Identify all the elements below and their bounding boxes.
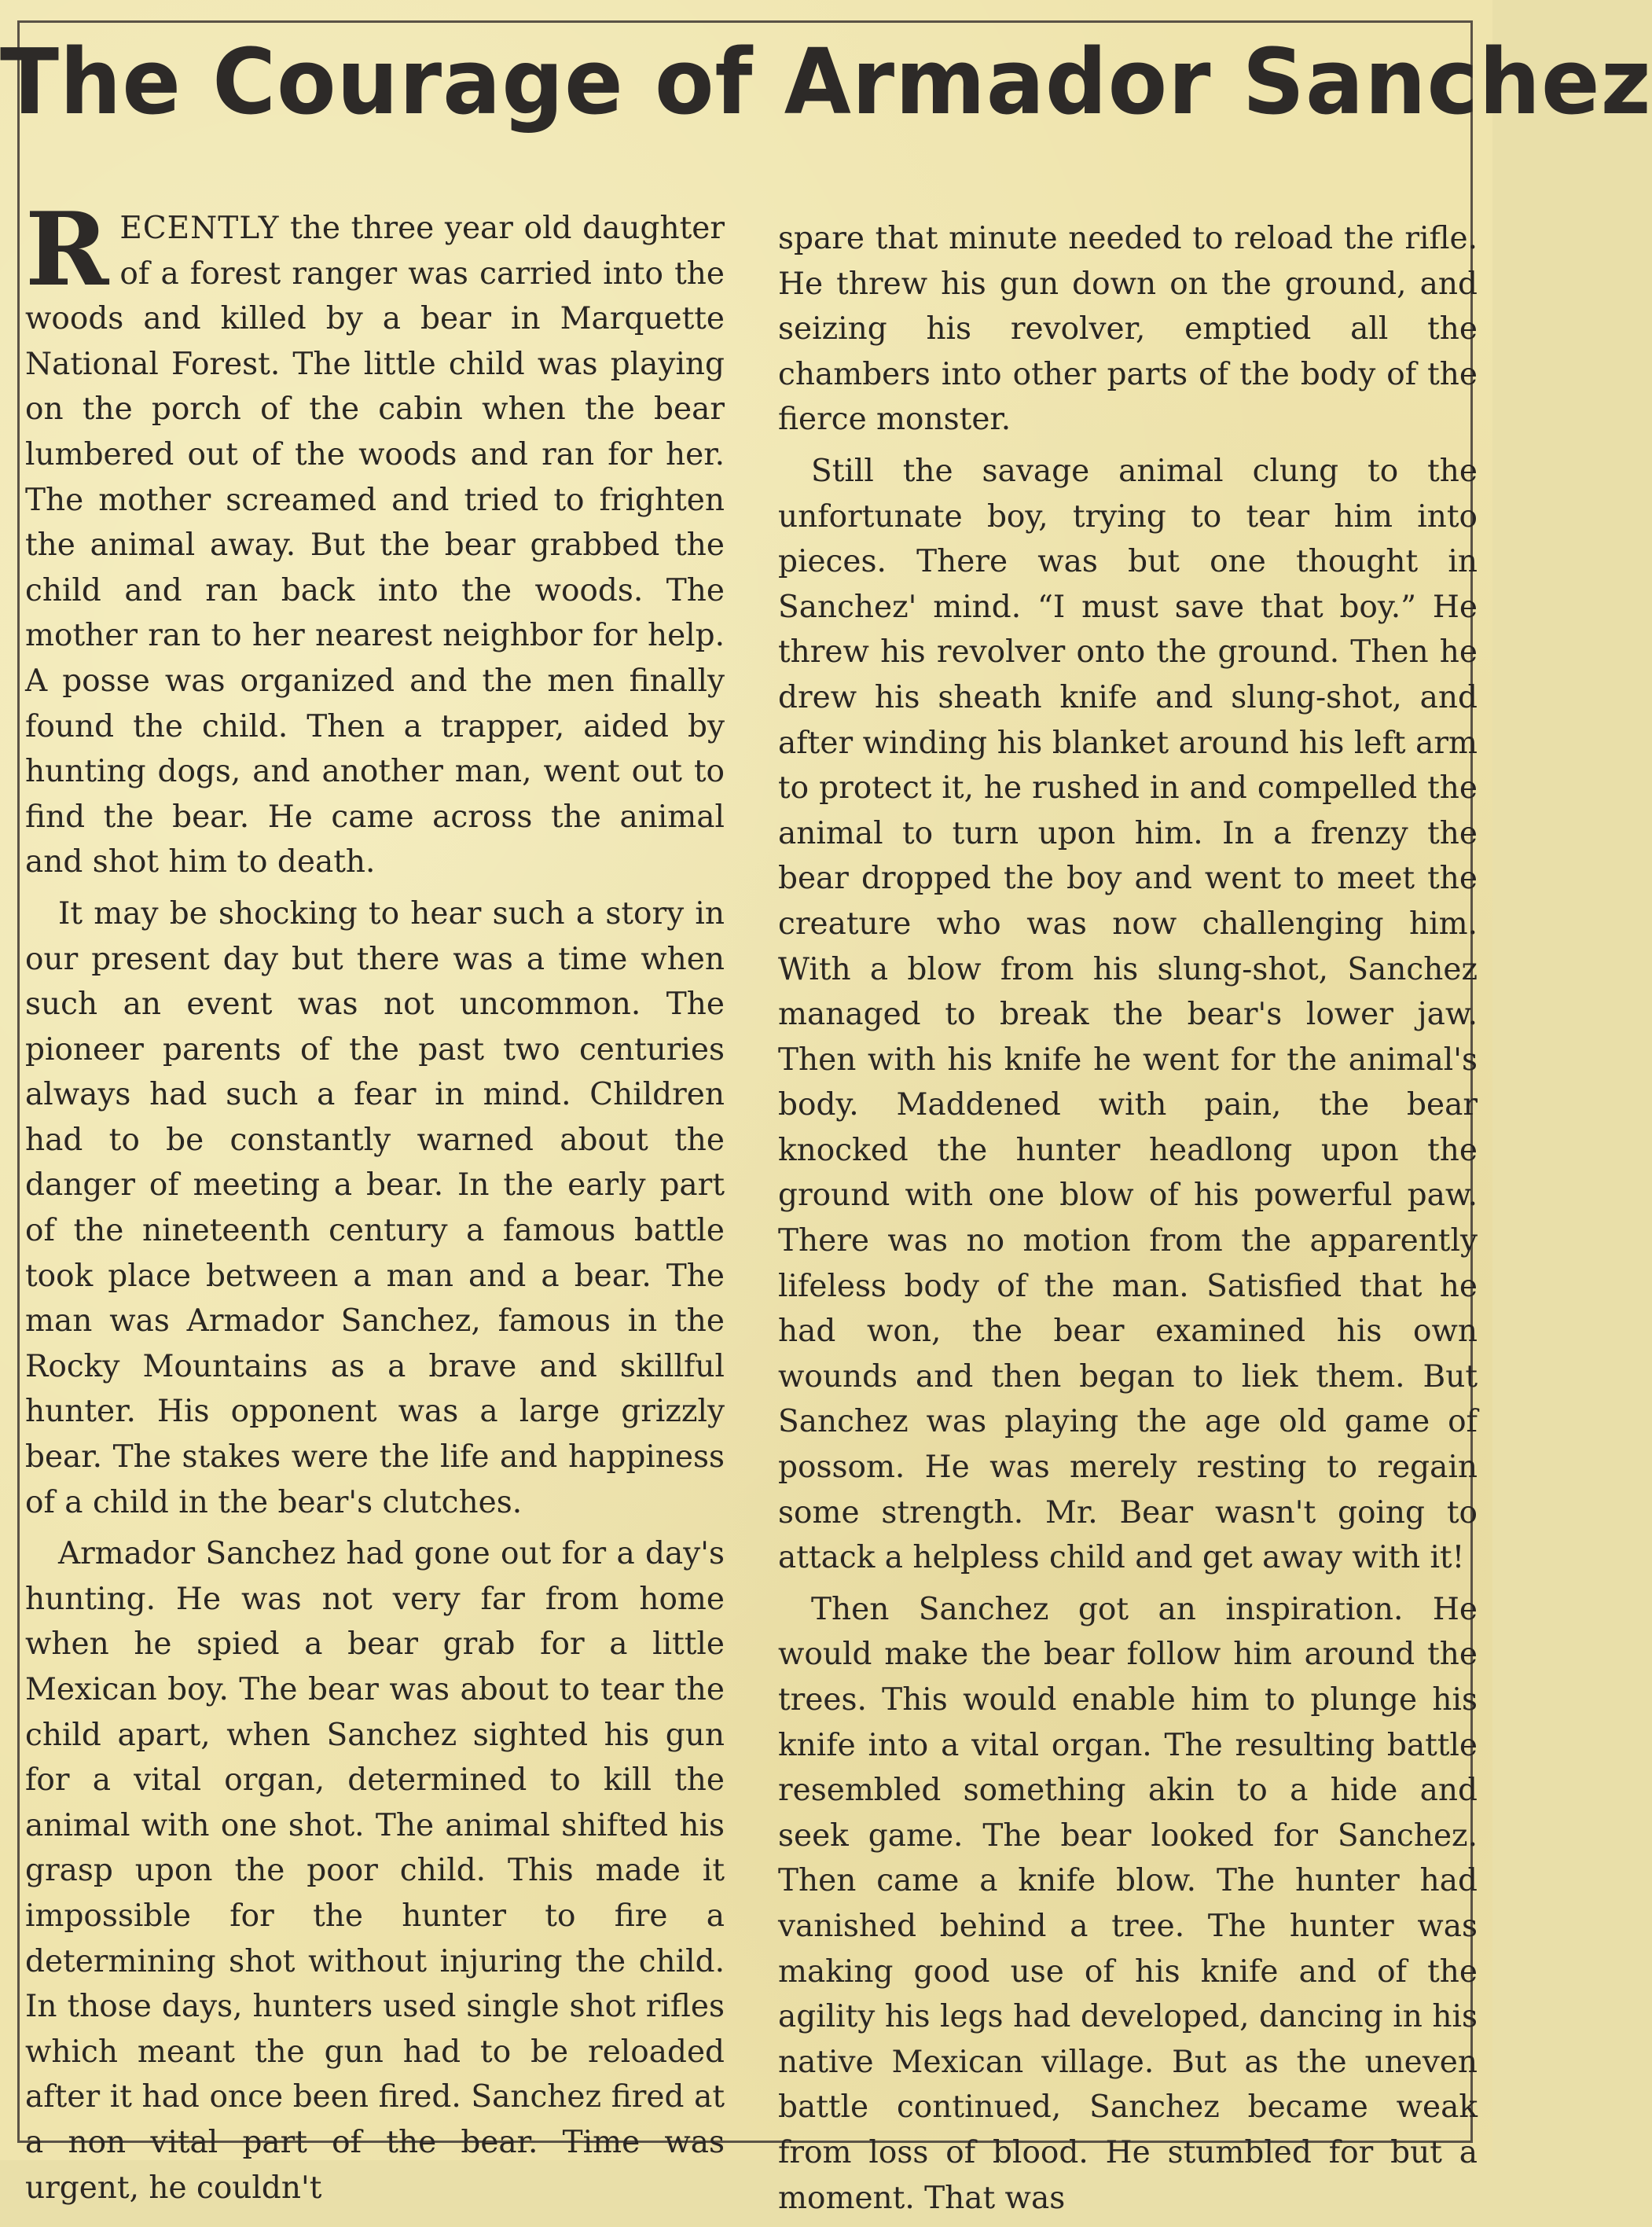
right-column: [778, 216, 1478, 2227]
paragraph-3: Armador Sanchez had gone out for a day's hunting. He was not very far from home when he spied a bear grab for a little Mexican boy. The bear was about to tear the child apart, when Sanchez sighted his gun for a vital organ, determined to kill the animal with one shot. The animal shifted his grasp upon the poor child. This made it impossible for the hunter to fire a determining shot without injuring the child. In those days, hunters used single shot rifles which meant the gun had to be reloaded after it had once been fired. Sanchez fired at a non vital part of the bear. Time was urgent, he couldn't: [25, 1536, 725, 2206]
left-column: [25, 191, 725, 2217]
paragraph-4: spare that minute needed to reload the rifle. He threw his gun down on the ground, and seizing his revolver, emptied all the chambers into other parts of the body of the fierce monster.: [778, 221, 1478, 438]
paragraph-6: Then Sanchez got an inspiration. He would make the bear follow him around the trees. This would enable him to plunge his knife into a vital organ. The resulting battle resembled something akin to a hide and seek game. The bear looked for Sanchez. Then came a knife blow. The hunter had vanished behind a tree. The hunter was making good use of his knife and of the agility his legs had developed, dancing in his native Mexican village. But as the uneven battle continued, Sanchez became weak from loss of blood. He stumbled for but a moment. That was: [778, 1591, 1478, 2216]
paragraph-1-text: the three year old daughter of a forest ranger was carried into the woods and killed by a bear in Marquette National Forest. The little child was playing on the porch of the cabin when the bear lumbered out of the woods and ran for her. The mother screamed and tried to frighten the animal away. But the bear grabbed the child and ran back into the woods. The mother ran to her nearest neighbor for help. A posse was organized and the men finally found the child. Then a trapper, aided by hunting dogs, and another man, went out to find the bear. He came across the animal and shot him to death.: [25, 211, 725, 880]
lead-word: ECENTLY: [119, 211, 280, 246]
paragraph-1: [25, 191, 725, 885]
paragraph-2: It may be shocking to hear such a story in our present day but there was a time when such an event was not uncommon. The pioneer parents of the past two centuries always had such a fear in mind. Children had to be constantly warned about the danger of meeting a bear. In the early part of the nineteenth century a famous battle took place between a man and a bear. The man was Armador Sanchez, famous in the Rocky Mountains as a brave and skillful hunter. His opponent was a large grizzly bear. The stakes were the life and happiness of a child in the bear's clutches.: [25, 895, 725, 1520]
article-title: The Courage of Armador Sanchez: [0, 28, 1652, 135]
drop-cap: R: [25, 191, 109, 309]
paragraph-5: Still the savage animal clung to the unfortunate boy, trying to tear him into pieces. There was but one thought in Sanchez' mind. “I must save that boy.” He threw his revolver onto the ground. Then he drew his sheath knife and slung-shot, and after winding his blanket around his left arm to protect it, he rushed in and compelled the animal to turn upon him. In a frenzy the bear dropped the boy and went to meet the creature who was now challenging him. With a blow from his slung-shot, Sanchez managed to break the bear's lower jaw. Then with his knife he went for the animal's body. Maddened with pain, the bear knocked the hunter headlong upon the ground with one blow of his powerful paw. There was no motion from the apparently lifeless body of the man. Satisfied that he had won, the bear examined his own wounds and then began to liek them. But Sanchez was playing the age old game of possom. He was merely resting to regain some strength. Mr. Bear wasn't going to attack a helpless child and get away with it!: [778, 453, 1478, 1576]
